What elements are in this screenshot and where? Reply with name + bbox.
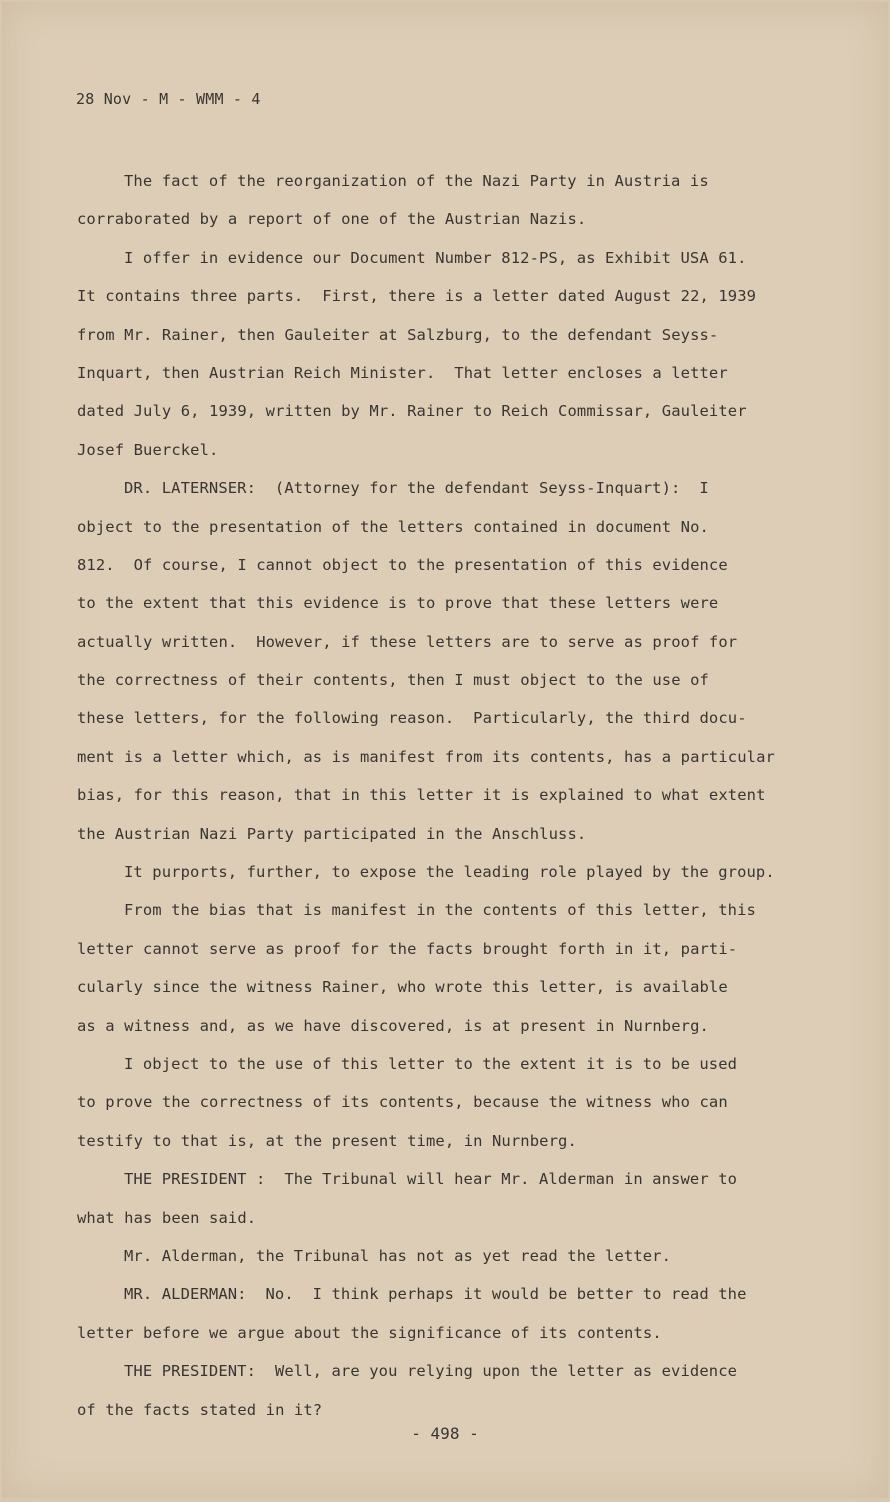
text-line: DR. LATERNSER: (Attorney for the defendant Seyss-Inquart): I xyxy=(124,479,709,498)
text-line: cularly since the witness Rainer, who wrote this letter, is available xyxy=(77,978,728,997)
text-line: Josef Buerckel. xyxy=(77,440,219,459)
text-line: It purports, further, to expose the leading role played by the group. xyxy=(124,863,775,882)
text-line: from Mr. Rainer, then Gauleiter at Salzburg, to the defendant Seyss- xyxy=(77,325,719,344)
text-line: what has been said. xyxy=(77,1208,257,1227)
text-line: MR. ALDERMAN: No. I think perhaps it would be better to read the xyxy=(124,1285,747,1304)
text-line: bias, for this reason, that in this letter it is explained to what extent xyxy=(77,786,766,805)
text-line: object to the presentation of the letters contained in document No. xyxy=(77,517,709,536)
text-line: I offer in evidence our Document Number 812-PS, as Exhibit USA 61. xyxy=(124,248,747,267)
document-page xyxy=(2,2,888,1498)
text-line: testify to that is, at the present time, in Nurnberg. xyxy=(77,1131,577,1150)
page-number: - 498 - xyxy=(411,1424,479,1443)
text-line: as a witness and, as we have discovered, is at present in Nurnberg. xyxy=(77,1016,709,1035)
text-line: letter cannot serve as proof for the facts brought forth in it, parti- xyxy=(77,939,738,958)
text-line: these letters, for the following reason. Particularly, the third docu- xyxy=(77,709,747,728)
text-line: to prove the correctness of its contents, because the witness who can xyxy=(77,1093,728,1112)
text-line: the Austrian Nazi Party participated in the Anschluss. xyxy=(77,824,587,843)
text-line: THE PRESIDENT : The Tribunal will hear Mr. Alderman in answer to xyxy=(124,1170,738,1189)
text-line: I object to the use of this letter to the extent it is to be used xyxy=(124,1054,738,1073)
text-line: actually written. However, if these letters are to serve as proof for xyxy=(77,632,738,651)
text-line: ment is a letter which, as is manifest from its contents, has a particular xyxy=(77,747,775,766)
text-line: THE PRESIDENT: Well, are you relying upon the letter as evidence xyxy=(124,1362,738,1381)
text-line: dated July 6, 1939, written by Mr. Rainer to Reich Commissar, Gauleiter xyxy=(77,402,747,421)
text-line: It contains three parts. First, there is a letter dated August 22, 1939 xyxy=(77,287,757,306)
text-line: Mr. Alderman, the Tribunal has not as yet read the letter. xyxy=(124,1246,672,1265)
text-line: From the bias that is manifest in the contents of this letter, this xyxy=(124,901,756,920)
text-line: to the extent that this evidence is to prove that these letters were xyxy=(77,594,719,613)
text-line: the correctness of their contents, then I must object to the use of xyxy=(77,671,709,690)
text-line: Inquart, then Austrian Reich Minister. That letter encloses a letter xyxy=(77,363,728,382)
text-line: of the facts stated in it? xyxy=(77,1400,323,1419)
text-line: letter before we argue about the significance of its contents. xyxy=(77,1323,662,1342)
text-line: The fact of the reorganization of the Nazi Party in Austria is xyxy=(124,172,709,190)
text-line: corraborated by a report of one of the Austrian Nazis. xyxy=(77,210,587,229)
document-body xyxy=(77,162,797,1429)
text-line: 812. Of course, I cannot object to the presentation of this evidence xyxy=(77,555,728,574)
page-header: 28 Nov - M - WMM - 4 xyxy=(76,90,261,108)
